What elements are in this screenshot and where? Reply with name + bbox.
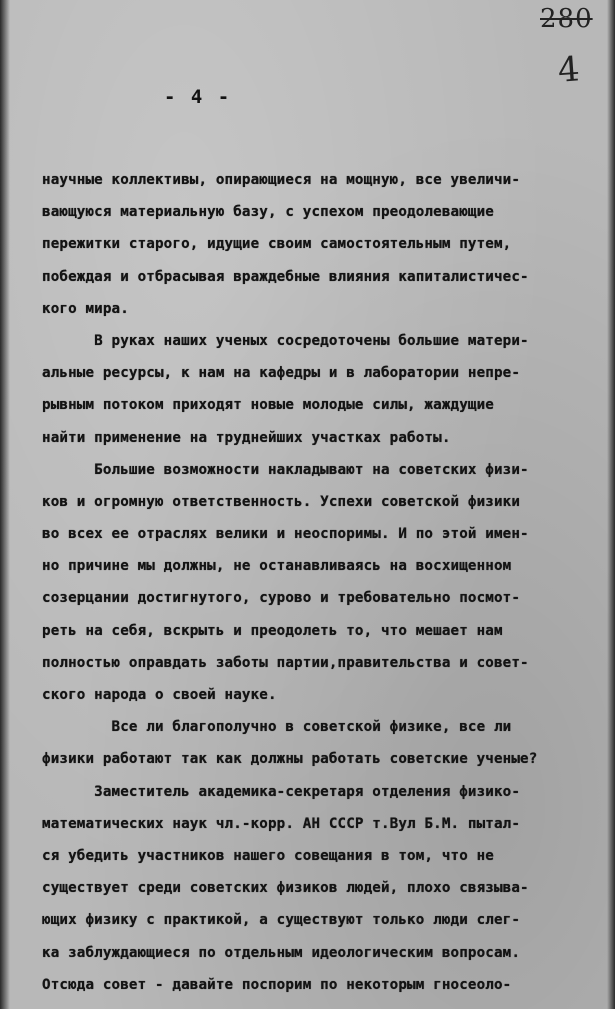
text-line: во всех ее отраслях велики и неоспоримы. И по этой имен- [42, 526, 529, 543]
text-line: пережитки старого, идущие своим самостоятельным путем, [42, 236, 512, 253]
text-line: рывным потоком приходят новые молодые силы, жаждущие [42, 397, 494, 414]
folio-number-crossed: 280 [540, 4, 593, 34]
text-line: ся убедить участников нашего совещания в том, что не [42, 847, 494, 864]
page-number: - 4 - [164, 86, 232, 108]
text-line: кого мира. [42, 300, 129, 317]
text-line: Все ли благополучно в советской физике, все ли [42, 719, 512, 736]
text-line: ющих физику с практикой, а существуют только люди слег- [42, 912, 521, 929]
text-line: ского народа о своей науке. [42, 687, 277, 703]
text-line: ков и огромную ответственность. Успехи советской физики [42, 493, 521, 510]
text-line: существует среди советских физиков людей, плохо связыва- [42, 880, 529, 897]
typewritten-body [42, 164, 615, 1001]
text-line: математических наук чл.-корр. АН СССР т.Вул Б.М. пытал- [42, 815, 521, 832]
text-line: физики работают так как должны работать советские ученые? [42, 751, 538, 768]
text-line: найти применение на труднейших участках работы. [42, 429, 451, 446]
text-line: вающуюся материальную базу, с успехом преодолевающие [42, 204, 494, 221]
text-line: реть на себя, вскрыть и преодолеть то, что мешает нам [42, 622, 503, 639]
text-line: альные ресурсы, к нам на кафедры и в лаборатории непре- [42, 365, 521, 382]
text-line: Большие возможности накладывают на советских физи- [42, 461, 529, 478]
text-line: созерцании достигнутого, сурово и требовательно посмот- [42, 590, 521, 607]
scan-edge-left [0, 0, 10, 1009]
text-line: полностью оправдать заботы партии,правительства и совет- [42, 654, 529, 671]
folio-number-handwritten: 4 [556, 49, 582, 91]
text-line: побеждая и отбрасывая враждебные влияния капиталистичес- [42, 268, 529, 285]
text-line: Отсюда совет - давайте поспорим по некоторым гносеоло- [42, 976, 512, 993]
text-line: Заместитель академика-секретаря отделения физико- [42, 783, 521, 800]
text-line: но причине мы должны, не останавливаясь на восхищенном [42, 558, 512, 575]
text-line: научные коллективы, опирающиеся на мощную, все увеличи- [42, 172, 521, 188]
text-line: В руках наших ученых сосредоточены большие матери- [42, 332, 529, 349]
text-line: ка заблуждающиеся по отдельным идеологическим вопросам. [42, 944, 521, 961]
